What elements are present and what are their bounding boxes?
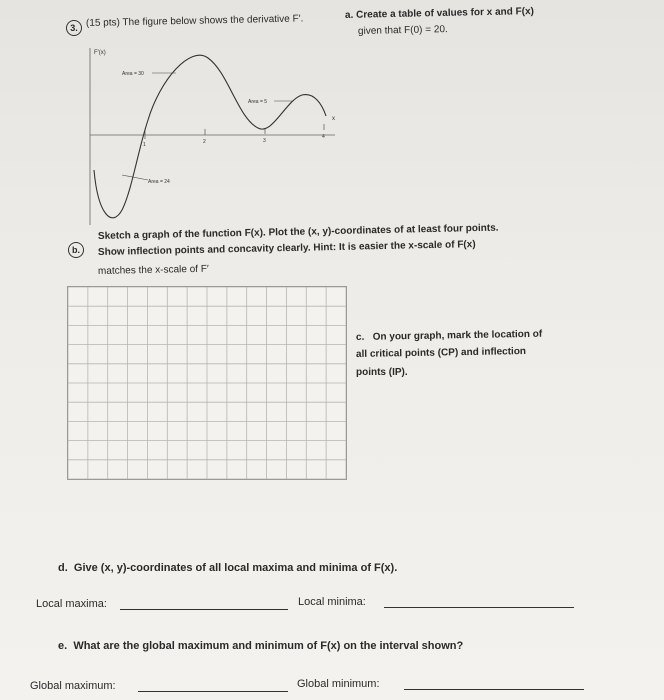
tick-label-2: 2 [203, 139, 206, 145]
area-24-leader [122, 175, 148, 180]
derivative-graph [80, 40, 350, 240]
graph-xlabel: x [332, 116, 335, 122]
tick-label-4: 4 [322, 134, 325, 140]
part-a-question [345, 6, 534, 21]
part-b-circle [68, 242, 84, 258]
global-minimum-label: Global minimum: [297, 678, 380, 690]
part-a-text-line1: Create a table of values for x and F(x) [356, 6, 535, 21]
part-b-text-line2: Show inflection points and concavity clearly. Hint: It is easier the x-scale of F(x) [97, 239, 476, 258]
part-d-text: Give (x, y)-coordinates of all local maxima and minima of F(x). [73, 562, 398, 574]
global-maximum-answer-line[interactable] [138, 691, 288, 692]
global-minimum-answer-line[interactable] [404, 689, 584, 690]
problem-number: 3. [70, 23, 78, 33]
area-label-30: Area = 30 [122, 71, 144, 77]
area-label-5: Area = 5 [248, 99, 268, 105]
part-c-text-line1: On your graph, mark the location of [372, 328, 543, 343]
graph-ylabel: F′(x) [94, 50, 106, 56]
part-c-text-line2: all critical points (CP) and inflection [355, 346, 527, 360]
local-maxima-answer-line[interactable] [120, 609, 288, 610]
part-c-question [356, 329, 542, 343]
tick-label-3: 3 [263, 138, 266, 144]
part-b-text-line1: Sketch a graph of the function F(x). Plot the (x, y)-coordinates of at least four points. [97, 222, 499, 242]
area-label-24: Area = 24 [148, 179, 170, 185]
tick-label-1: 1 [143, 142, 146, 148]
part-a-text-line2: given that F(0) = 20. [357, 24, 448, 37]
problem-header: (15 pts) The figure below shows the derivative F′. [85, 13, 304, 29]
part-b-text-line3: matches the x-scale of F′ [97, 263, 209, 277]
grid-lines [68, 287, 346, 479]
local-minima-label: Local minima: [298, 596, 366, 608]
local-maxima-label: Local maxima: [36, 598, 107, 610]
local-minima-answer-line[interactable] [384, 607, 574, 608]
problem-number-circle [66, 20, 82, 36]
part-c-label: c. [355, 331, 365, 343]
part-e-question [58, 640, 463, 652]
part-d-label: d. [58, 562, 68, 574]
graph-paper-grid[interactable] [67, 286, 347, 480]
part-e-text: What are the global maximum and minimum of F(x) on the interval shown? [73, 640, 464, 652]
part-d-question [58, 562, 397, 574]
global-maximum-label: Global maximum: [30, 680, 116, 692]
derivative-curve [94, 55, 326, 218]
part-e-label: e. [58, 640, 68, 652]
part-c-text-line3: points (IP). [356, 367, 408, 378]
part-b-label: b. [72, 245, 80, 255]
part-a-label: a. [344, 9, 354, 21]
